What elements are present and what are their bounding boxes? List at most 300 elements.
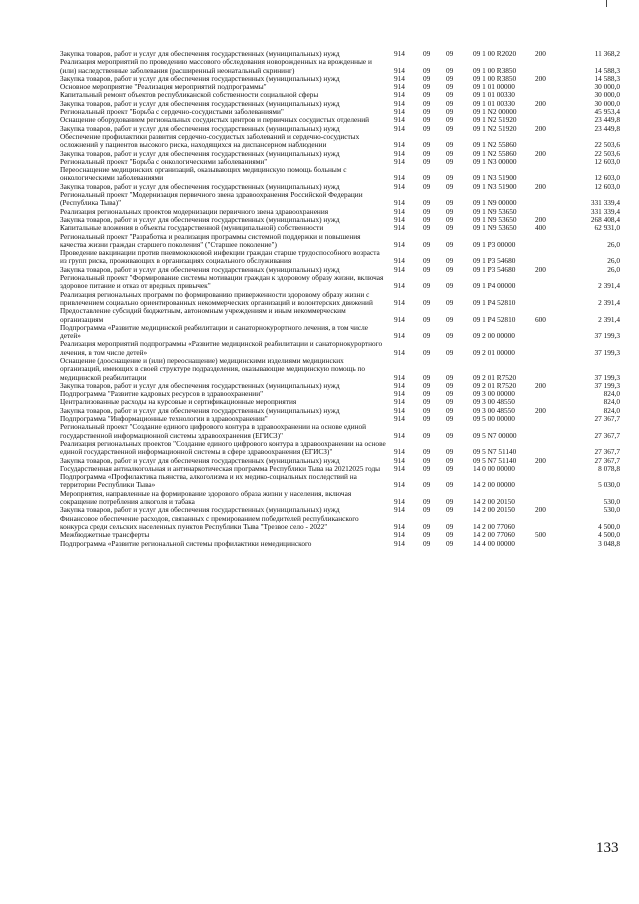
row-section-code: 09 <box>423 538 431 548</box>
row-name: Подпрограмма "Информационные технологии в здравоохранении" <box>60 414 268 424</box>
table-row <box>60 357 620 382</box>
row-target-article: 09 1 N9 00000 <box>473 198 517 208</box>
row-name: Государственная антиалкогольная и антинаркотическая программа Республики Тыва на 20212025 годы <box>60 463 381 473</box>
row-name: Реализация мероприятий по проведению массового обследования новорожденных на врожденные и (или) наследственные заболевания (расширенный неонатальный скрининг) <box>60 57 372 75</box>
row-name: Закупка товаров, работ и услуг для обеспечения государственных (муниципальных) нужд <box>60 181 340 191</box>
table-row <box>60 324 620 341</box>
row-section-code: 09 <box>423 264 431 274</box>
row-amount: 5 030,0 <box>598 480 620 490</box>
row-name: Региональный проект "Борьба с сердечно-сосудистыми заболеваниями" <box>60 107 284 117</box>
row-expense-type: 200 <box>535 181 546 191</box>
row-vedom-code: 914 <box>394 521 405 531</box>
row-target-article: 09 1 P3 54680 <box>473 264 516 274</box>
row-vedom-code: 914 <box>394 331 405 341</box>
row-vedom-code: 914 <box>394 148 405 158</box>
row-subsection-code: 09 <box>446 173 454 183</box>
table-row <box>60 340 620 357</box>
row-section-code: 09 <box>423 206 431 216</box>
row-expense-type <box>535 465 566 473</box>
table-row <box>60 515 620 532</box>
row-expense-type: 200 <box>535 405 546 415</box>
row-amount: 62 931,0 <box>594 223 620 233</box>
row-subsection-code: 09 <box>446 372 454 382</box>
row-amount: 12 603,0 <box>594 173 620 183</box>
row-expense-type <box>535 415 566 423</box>
row-name: Переоснащение медицинских организаций, оказывающих медицинскую помощь больным с онкологическими заболеваниями <box>60 165 347 183</box>
row-amount: 824,0 <box>603 397 620 407</box>
row-target-article: 09 1 00 R2020 <box>473 49 517 58</box>
row-amount: 23 449,8 <box>594 123 620 133</box>
row-amount: 331 339,4 <box>590 198 620 208</box>
row-target-article: 09 1 00 R3850 <box>473 65 517 75</box>
table-row <box>60 249 620 266</box>
row-target-article: 09 1 N2 55860 <box>473 140 517 150</box>
row-section-code: 09 <box>423 198 431 208</box>
row-expense-type: 200 <box>535 73 546 83</box>
row-target-article: 09 1 N9 53650 <box>473 223 517 233</box>
row-target-article: 09 5 N7 00000 <box>473 430 517 440</box>
row-subsection-code: 09 <box>446 148 454 158</box>
row-target-article: 09 1 N3 00000 <box>473 156 517 166</box>
row-target-article: 09 2 01 R7520 <box>473 372 517 382</box>
row-expense-type: 400 <box>535 223 546 233</box>
table-row <box>60 233 620 250</box>
row-expense-type <box>535 133 566 150</box>
row-section-code: 09 <box>423 414 431 424</box>
row-expense-type: 500 <box>535 530 546 540</box>
row-section-code: 09 <box>423 497 431 507</box>
row-name: Основное мероприятие "Реализация мероприятий подпрограммы" <box>60 82 267 92</box>
row-expense-type <box>535 274 566 291</box>
row-amount: 824,0 <box>603 405 620 415</box>
row-subsection-code: 09 <box>446 380 454 390</box>
row-expense-type <box>535 291 566 308</box>
table-row <box>60 166 620 183</box>
row-subsection-code: 09 <box>446 239 454 249</box>
row-vedom-code: 914 <box>394 405 405 415</box>
row-section-code: 09 <box>423 115 431 125</box>
row-name: Реализация региональных проектов модернизации первичного звена здравоохранения <box>60 206 329 216</box>
row-name: Региональный проект "Разработка и реализация программы системной поддержки и повышения качества жизни граждан старшего поколения" ("Старшее поколение") <box>60 231 361 249</box>
row-subsection-code: 09 <box>446 505 454 515</box>
row-section-code: 09 <box>423 521 431 531</box>
row-section-code: 09 <box>423 173 431 183</box>
row-section-code: 09 <box>423 65 431 75</box>
row-subsection-code: 09 <box>446 198 454 208</box>
row-subsection-code: 09 <box>446 331 454 341</box>
row-section-code: 09 <box>423 181 431 191</box>
row-vedom-code: 914 <box>394 397 405 407</box>
row-amount: 14 588,3 <box>594 65 620 75</box>
row-target-article: 09 1 01 00330 <box>473 98 515 108</box>
row-subsection-code: 09 <box>446 223 454 233</box>
row-section-code: 09 <box>423 223 431 233</box>
row-expense-type <box>535 249 566 266</box>
row-subsection-code: 09 <box>446 73 454 83</box>
row-name: Региональный проект "Борьба с онкологическими заболеваниями" <box>60 156 268 166</box>
row-expense-type <box>535 340 566 357</box>
table-row <box>60 490 620 507</box>
row-amount: 3 048,8 <box>598 538 620 548</box>
row-subsection-code: 09 <box>446 521 454 531</box>
row-name: Подпрограмма «Развитие медицинской реабилитации и санаторнокурортного лечения, в том числе детей» <box>60 322 368 341</box>
row-target-article: 14 4 00 00000 <box>473 538 515 548</box>
row-vedom-code: 914 <box>394 115 405 125</box>
row-vedom-code: 914 <box>394 65 405 75</box>
row-target-article: 14 2 00 20150 <box>473 505 515 515</box>
row-subsection-code: 09 <box>446 530 454 540</box>
row-name: Проведение вакцинации против пневмококковой инфекции граждан старше трудоспособного возраста из групп риска, проживающих в организациях социального обслуживания <box>60 248 380 266</box>
row-subsection-code: 09 <box>446 397 454 407</box>
row-subsection-code: 09 <box>446 140 454 150</box>
row-subsection-code: 09 <box>446 497 454 507</box>
scan-edge-mark <box>606 0 607 7</box>
row-target-article: 09 1 N2 00000 <box>473 107 517 117</box>
row-target-article: 09 2 01 00000 <box>473 347 515 357</box>
row-section-code: 09 <box>423 463 431 473</box>
row-amount: 30 000,0 <box>594 98 620 108</box>
row-section-code: 09 <box>423 447 431 457</box>
table-row <box>60 540 620 548</box>
row-subsection-code: 09 <box>446 49 454 58</box>
row-subsection-code: 09 <box>446 123 454 133</box>
row-section-code: 09 <box>423 281 431 291</box>
row-amount: 4 500,0 <box>598 530 620 540</box>
table-row <box>60 423 620 440</box>
row-vedom-code: 914 <box>394 90 405 100</box>
row-vedom-code: 914 <box>394 206 405 216</box>
row-expense-type <box>535 83 566 91</box>
row-vedom-code: 914 <box>394 198 405 208</box>
row-subsection-code: 09 <box>446 156 454 166</box>
row-name: Закупка товаров, работ и услуг для обеспечения государственных (муниципальных) нужд <box>60 49 340 58</box>
row-name: Реализация региональных проектов "Создание единого цифрового контура в здравоохранении на основе единой государственной информационной системы в сфере здравоохранения (ЕГИСЗ)" <box>60 438 386 457</box>
row-amount: 22 503,6 <box>594 148 620 158</box>
row-vedom-code: 914 <box>394 380 405 390</box>
row-target-article: 09 1 00 R3850 <box>473 73 517 83</box>
row-name: Подпрограмма «Профилактика пьянства, алкоголизма и их медико-социальных последствий на территории Республики Тыва» <box>60 472 357 490</box>
row-target-article: 09 1 N9 53650 <box>473 206 517 216</box>
row-amount: 26,0 <box>607 256 620 266</box>
row-expense-type: 200 <box>535 264 546 274</box>
row-section-code: 09 <box>423 82 431 92</box>
row-target-article: 09 5 N7 51140 <box>473 447 517 457</box>
row-name: Межбюджетные трансферты <box>60 530 150 540</box>
row-section-code: 09 <box>423 73 431 83</box>
row-name: Предоставление субсидий бюджетным, автономным учреждениям и иным некоммерческим организациям <box>60 306 346 324</box>
table-row <box>60 307 620 324</box>
row-section-code: 09 <box>423 405 431 415</box>
row-subsection-code: 09 <box>446 115 454 125</box>
row-subsection-code: 09 <box>446 447 454 457</box>
row-section-code: 09 <box>423 140 431 150</box>
row-name: Оснащение (дооснащение и (или) переоснащение) медицинскими изделиями медицинских организаций, имеющих в своей структуре подразделения, оказывающие медицинскую помощь по медицинской реабилитации <box>60 355 366 382</box>
row-expense-type <box>535 515 566 532</box>
row-expense-type <box>535 440 566 457</box>
row-vedom-code: 914 <box>394 463 405 473</box>
row-section-code: 09 <box>423 314 431 324</box>
row-vedom-code: 914 <box>394 297 405 307</box>
row-amount: 37 199,3 <box>594 331 620 341</box>
row-vedom-code: 914 <box>394 414 405 424</box>
row-target-article: 09 1 N3 51900 <box>473 173 517 183</box>
row-expense-type <box>535 540 566 548</box>
row-target-article: 09 3 00 00000 <box>473 389 515 399</box>
row-amount: 26,0 <box>607 239 620 249</box>
table-row <box>60 473 620 490</box>
row-vedom-code: 914 <box>394 372 405 382</box>
row-target-article: 09 2 00 00000 <box>473 331 515 341</box>
row-target-article: 09 1 01 00330 <box>473 90 515 100</box>
row-subsection-code: 09 <box>446 414 454 424</box>
row-amount: 12 603,0 <box>594 181 620 191</box>
row-vedom-code: 914 <box>394 256 405 266</box>
row-name: Закупка товаров, работ и услуг для обеспечения государственных (муниципальных) нужд <box>60 405 340 415</box>
row-name: Обеспечение профилактики развития сердечно-сосудистых заболеваний и сердечно-сосудистых осложнений у пациентов высокого риска, находящихся на диспансерном наблюдении <box>60 131 360 150</box>
row-section-code: 09 <box>423 430 431 440</box>
row-vedom-code: 914 <box>394 156 405 166</box>
row-vedom-code: 914 <box>394 281 405 291</box>
budget-table <box>60 50 620 548</box>
row-expense-type <box>535 357 566 382</box>
row-name: Капитальные вложения в объекты государственной (муниципальной) собственности <box>60 223 324 233</box>
row-section-code: 09 <box>423 256 431 266</box>
row-subsection-code: 09 <box>446 455 454 465</box>
row-section-code: 09 <box>423 389 431 399</box>
row-amount: 27 367,7 <box>594 414 620 424</box>
row-section-code: 09 <box>423 480 431 490</box>
row-target-article: 14 2 00 20150 <box>473 497 515 507</box>
row-subsection-code: 09 <box>446 314 454 324</box>
row-target-article: 09 1 01 00000 <box>473 82 515 92</box>
row-name: Мероприятия, направленные на формирование здорового образа жизни у населения, включая сокращение потребления алкоголя и табака <box>60 488 352 507</box>
row-vedom-code: 914 <box>394 107 405 117</box>
row-name: Капитальный ремонт объектов республиканской собственности социальной сферы <box>60 90 319 100</box>
row-expense-type: 200 <box>535 123 546 133</box>
row-vedom-code: 914 <box>394 480 405 490</box>
row-expense-type: 200 <box>535 49 546 58</box>
row-target-article: 09 5 00 00000 <box>473 414 515 424</box>
row-target-article: 09 1 N2 51920 <box>473 123 517 133</box>
row-amount: 11 368,2 <box>594 49 620 58</box>
row-vedom-code: 914 <box>394 181 405 191</box>
row-target-article: 09 1 P4 52810 <box>473 297 516 307</box>
table-row <box>60 274 620 291</box>
row-amount: 30 000,0 <box>594 90 620 100</box>
row-amount: 27 367,7 <box>594 430 620 440</box>
row-subsection-code: 09 <box>446 405 454 415</box>
row-vedom-code: 914 <box>394 430 405 440</box>
row-target-article: 14 2 00 77060 <box>473 530 515 540</box>
row-vedom-code: 914 <box>394 73 405 83</box>
row-vedom-code: 914 <box>394 455 405 465</box>
row-name: Подпрограмма "Развитие кадровых ресурсов в здравоохранении" <box>60 389 264 399</box>
row-vedom-code: 914 <box>394 123 405 133</box>
row-amount: 27 367,7 <box>594 447 620 457</box>
row-subsection-code: 09 <box>446 214 454 224</box>
row-name: Региональный проект "Формирование системы мотивации граждан к здоровому образу жизни, включая здоровое питание и отказ от вредных привычек" <box>60 273 384 291</box>
row-subsection-code: 09 <box>446 389 454 399</box>
row-section-code: 09 <box>423 397 431 407</box>
table-row <box>60 58 620 75</box>
row-subsection-code: 09 <box>446 181 454 191</box>
row-target-article: 09 2 01 R7520 <box>473 380 517 390</box>
row-subsection-code: 09 <box>446 430 454 440</box>
row-target-article: 09 1 P3 54680 <box>473 256 516 266</box>
row-expense-type: 200 <box>535 505 546 515</box>
row-target-article: 09 5 N7 51140 <box>473 455 517 465</box>
row-expense-type: 200 <box>535 148 546 158</box>
row-vedom-code: 914 <box>394 347 405 357</box>
row-amount: 4 500,0 <box>598 521 620 531</box>
row-amount: 530,0 <box>603 497 620 507</box>
table-row <box>60 133 620 150</box>
row-subsection-code: 09 <box>446 107 454 117</box>
row-vedom-code: 914 <box>394 497 405 507</box>
row-expense-type: 600 <box>535 314 546 324</box>
row-amount: 37 199,3 <box>594 347 620 357</box>
row-subsection-code: 09 <box>446 480 454 490</box>
row-vedom-code: 914 <box>394 530 405 540</box>
row-subsection-code: 09 <box>446 347 454 357</box>
row-vedom-code: 914 <box>394 239 405 249</box>
row-amount: 331 339,4 <box>590 206 620 216</box>
row-amount: 22 503,6 <box>594 140 620 150</box>
row-name: Закупка товаров, работ и услуг для обеспечения государственных (муниципальных) нужд <box>60 380 340 390</box>
row-target-article: 09 1 P4 00000 <box>473 281 516 291</box>
row-section-code: 09 <box>423 148 431 158</box>
row-vedom-code: 914 <box>394 214 405 224</box>
table-row <box>60 440 620 457</box>
row-vedom-code: 914 <box>394 223 405 233</box>
table-row <box>60 291 620 308</box>
row-expense-type <box>535 158 566 166</box>
row-expense-type <box>535 191 566 208</box>
row-name: Закупка товаров, работ и услуг для обеспечения государственных (муниципальных) нужд <box>60 73 340 83</box>
row-name: Реализация региональных программ по формированию приверженности здоровому образу жизни с привлечением социально ориентированных некоммерческих организаций и волонтерских движений <box>60 289 373 307</box>
row-amount: 12 603,0 <box>594 156 620 166</box>
row-name: Закупка товаров, работ и услуг для обеспечения государственных (муниципальных) нужд <box>60 264 340 274</box>
row-section-code: 09 <box>423 239 431 249</box>
row-section-code: 09 <box>423 107 431 117</box>
row-section-code: 09 <box>423 90 431 100</box>
row-target-article: 09 3 00 48550 <box>473 405 515 415</box>
row-amount: 824,0 <box>603 389 620 399</box>
row-section-code: 09 <box>423 49 431 58</box>
row-vedom-code: 914 <box>394 98 405 108</box>
row-target-article: 14 2 00 77060 <box>473 521 515 531</box>
row-section-code: 09 <box>423 98 431 108</box>
row-subsection-code: 09 <box>446 98 454 108</box>
row-target-article: 09 1 P3 00000 <box>473 239 516 249</box>
row-target-article: 09 1 N2 55860 <box>473 148 517 158</box>
row-vedom-code: 914 <box>394 447 405 457</box>
row-expense-type <box>535 108 566 116</box>
row-vedom-code: 914 <box>394 140 405 150</box>
row-section-code: 09 <box>423 156 431 166</box>
row-target-article: 09 1 N9 53650 <box>473 214 517 224</box>
row-name: Финансовое обеспечение расходов, связанных с премированием победителей республиканского конкурса среди сельских населенных пунктов Республики Тыва "Трезвое село - 2022" <box>60 513 359 531</box>
row-expense-type: 200 <box>535 455 546 465</box>
row-name: Закупка товаров, работ и услуг для обеспечения государственных (муниципальных) нужд <box>60 123 340 133</box>
row-amount: 268 408,4 <box>590 214 620 224</box>
page-number: 133 <box>596 840 619 856</box>
row-name: Подпрограмма «Развитие региональной системы профилактики немедицинского <box>60 538 312 548</box>
row-expense-type: 200 <box>535 98 546 108</box>
row-name: Закупка товаров, работ и услуг для обеспечения государственных (муниципальных) нужд <box>60 505 340 515</box>
row-target-article: 09 3 00 48550 <box>473 397 515 407</box>
row-name: Региональный проект "Модернизация первичного звена здравоохранения Российской Федерации (Республика Тыва)" <box>60 190 363 208</box>
row-subsection-code: 09 <box>446 463 454 473</box>
row-amount: 8 078,8 <box>598 463 620 473</box>
budget-table-body <box>60 50 620 548</box>
row-expense-type <box>535 423 566 440</box>
row-subsection-code: 09 <box>446 206 454 216</box>
row-section-code: 09 <box>423 455 431 465</box>
row-name: Реализация мероприятий подпрограммы «Развитие медицинской реабилитации и санаторнокурортного лечения, в том числе детей» <box>60 339 383 357</box>
row-subsection-code: 09 <box>446 256 454 266</box>
row-amount: 2 391,4 <box>598 314 620 324</box>
row-section-code: 09 <box>423 372 431 382</box>
row-target-article: 14 2 00 00000 <box>473 480 515 490</box>
row-subsection-code: 09 <box>446 82 454 92</box>
row-expense-type <box>535 166 566 183</box>
row-subsection-code: 09 <box>446 281 454 291</box>
row-subsection-code: 09 <box>446 297 454 307</box>
row-expense-type <box>535 490 566 507</box>
row-subsection-code: 09 <box>446 264 454 274</box>
row-expense-type <box>535 473 566 490</box>
row-target-article: 09 1 N3 51900 <box>473 181 517 191</box>
row-subsection-code: 09 <box>446 538 454 548</box>
row-name: Оснащение оборудованием региональных сосудистых центров и первичных сосудистых отделений <box>60 115 370 125</box>
row-subsection-code: 09 <box>446 65 454 75</box>
row-section-code: 09 <box>423 297 431 307</box>
row-vedom-code: 914 <box>394 505 405 515</box>
row-expense-type <box>535 390 566 398</box>
row-amount: 14 588,3 <box>594 73 620 83</box>
row-amount: 2 391,4 <box>598 281 620 291</box>
row-vedom-code: 914 <box>394 264 405 274</box>
row-amount: 27 367,7 <box>594 455 620 465</box>
row-target-article: 14 0 00 00000 <box>473 463 515 473</box>
row-section-code: 09 <box>423 530 431 540</box>
row-vedom-code: 914 <box>394 389 405 399</box>
row-amount: 30 000,0 <box>594 82 620 92</box>
row-vedom-code: 914 <box>394 173 405 183</box>
row-vedom-code: 914 <box>394 314 405 324</box>
row-amount: 37 199,3 <box>594 380 620 390</box>
row-name: Региональный проект "Создание единого цифрового контура в здравоохранении на основе единой государственной информационной системы здравоохранения (ЕГИСЗ)" <box>60 422 367 440</box>
row-name: Централизованные расходы на курсовые и сертификационные мероприятия <box>60 397 297 407</box>
row-vedom-code: 914 <box>394 82 405 92</box>
row-name: Закупка товаров, работ и услуг для обеспечения государственных (муниципальных) нужд <box>60 455 340 465</box>
row-name: Закупка товаров, работ и услуг для обеспечения государственных (муниципальных) нужд <box>60 214 340 224</box>
row-vedom-code: 914 <box>394 538 405 548</box>
row-section-code: 09 <box>423 505 431 515</box>
row-expense-type <box>535 233 566 250</box>
row-expense-type: 200 <box>535 214 546 224</box>
row-target-article: 09 1 P4 52810 <box>473 314 516 324</box>
row-name: Закупка товаров, работ и услуг для обеспечения государственных (муниципальных) нужд <box>60 98 340 108</box>
row-section-code: 09 <box>423 380 431 390</box>
row-section-code: 09 <box>423 214 431 224</box>
row-expense-type <box>535 58 566 75</box>
row-amount: 45 953,4 <box>594 107 620 117</box>
row-amount: 26,0 <box>607 264 620 274</box>
row-section-code: 09 <box>423 331 431 341</box>
row-amount: 23 449,8 <box>594 115 620 125</box>
